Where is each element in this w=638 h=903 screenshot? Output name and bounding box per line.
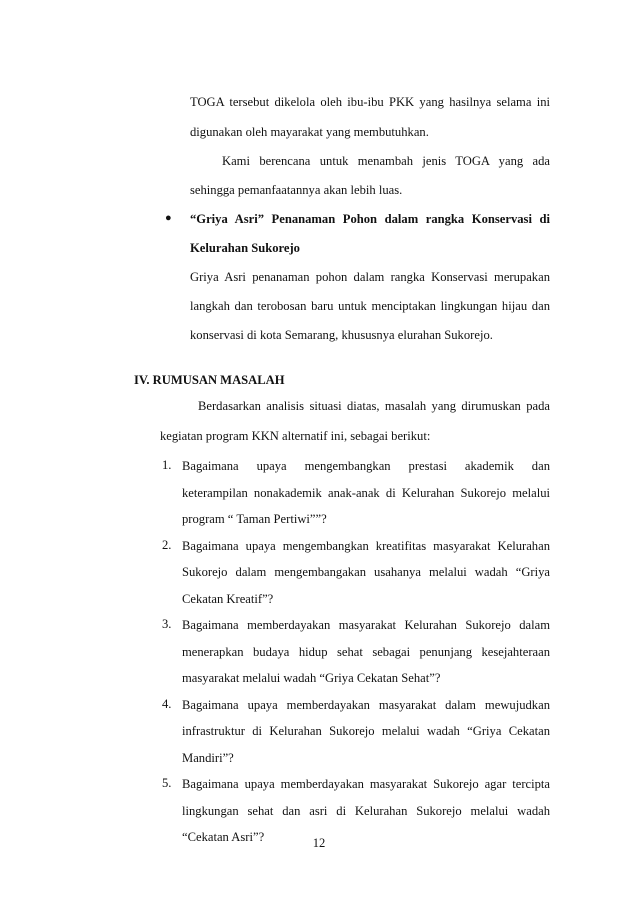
bullet-body-line: konservasi di kota Semarang, khususnya elurahan Sukorejo. — [190, 328, 493, 342]
list-item-line: program “ Taman Pertiwi””? — [182, 512, 327, 526]
list-item-number: 2. — [162, 537, 172, 552]
section-heading: IV. RUMUSAN MASALAH — [134, 373, 285, 387]
paragraph-line: TOGA tersebut dikelola oleh ibu-ibu PKK yang hasilnya selama ini — [190, 95, 550, 109]
bullet-body-line: langkah dan terobosan baru untuk menciptakan lingkungan hijau dan — [190, 299, 550, 313]
list-item-line: Mandiri”? — [182, 750, 234, 765]
list-item-number: 5. — [162, 776, 172, 790]
list-item-line: menerapkan budaya hidup sehat sebagai penunjang kesejahteraan — [182, 644, 550, 659]
list-item-line: lingkungan sehat dan asri di Kelurahan Sukorejo melalui wadah — [182, 803, 550, 818]
bullet-body-line: Griya Asri penanaman pohon dalam rangka Konservasi merupakan — [190, 270, 550, 284]
list-item-line: infrastruktur di Kelurahan Sukorejo melalui wadah “Griya Cekatan — [182, 724, 550, 738]
list-item-line: keterampilan nonakademik anak-anak di Kelurahan Sukorejo melalui — [182, 485, 550, 500]
list-item-number: 4. — [162, 696, 172, 711]
list-item-line: Bagaimana upaya mengembangkan kreatifitas masyarakat Kelurahan — [182, 538, 550, 553]
page-number: 12 — [312, 836, 326, 850]
list-item-line: Cekatan Kreatif”? — [182, 591, 274, 606]
list-item-line: “Cekatan Asri”? — [182, 830, 265, 844]
list-item-line: Bagaimana upaya mengembangkan prestasi akademik dan — [182, 459, 550, 473]
bullet-marker: ● — [165, 212, 172, 224]
section-intro-line: Berdasarkan analisis situasi diatas, masalah yang dirumuskan pada — [198, 399, 550, 413]
list-item-line: Sukorejo dalam mengembangakan usahanya melalui wadah “Griya — [182, 565, 550, 579]
bullet-title-line: Kelurahan Sukorejo — [190, 241, 300, 255]
section-intro-line: kegiatan program KKN alternatif ini, sebagai berikut: — [160, 429, 431, 443]
list-item-number: 1. — [162, 458, 172, 472]
paragraph-line: Kami berencana untuk menambah jenis TOGA yang ada — [222, 154, 550, 168]
paragraph-line: digunakan oleh mayarakat yang membutuhkan. — [190, 125, 429, 139]
bullet-title-line: “Griya Asri” Penanaman Pohon dalam rangka Konservasi di — [190, 212, 550, 226]
list-item-line: Bagaimana memberdayakan masyarakat Kelurahan Sukorejo dalam — [182, 618, 550, 632]
list-item-line: masyarakat melalui wadah “Griya Cekatan Sehat”? — [182, 671, 441, 685]
list-item-number: 3. — [162, 617, 172, 631]
paragraph-line: sehingga pemanfaatannya akan lebih luas. — [190, 183, 403, 197]
list-item-line: Bagaimana upaya memberdayakan masyarakat dalam mewujudkan — [182, 697, 550, 712]
list-item-line: Bagaimana upaya memberdayakan masyarakat Sukorejo agar tercipta — [182, 777, 550, 791]
